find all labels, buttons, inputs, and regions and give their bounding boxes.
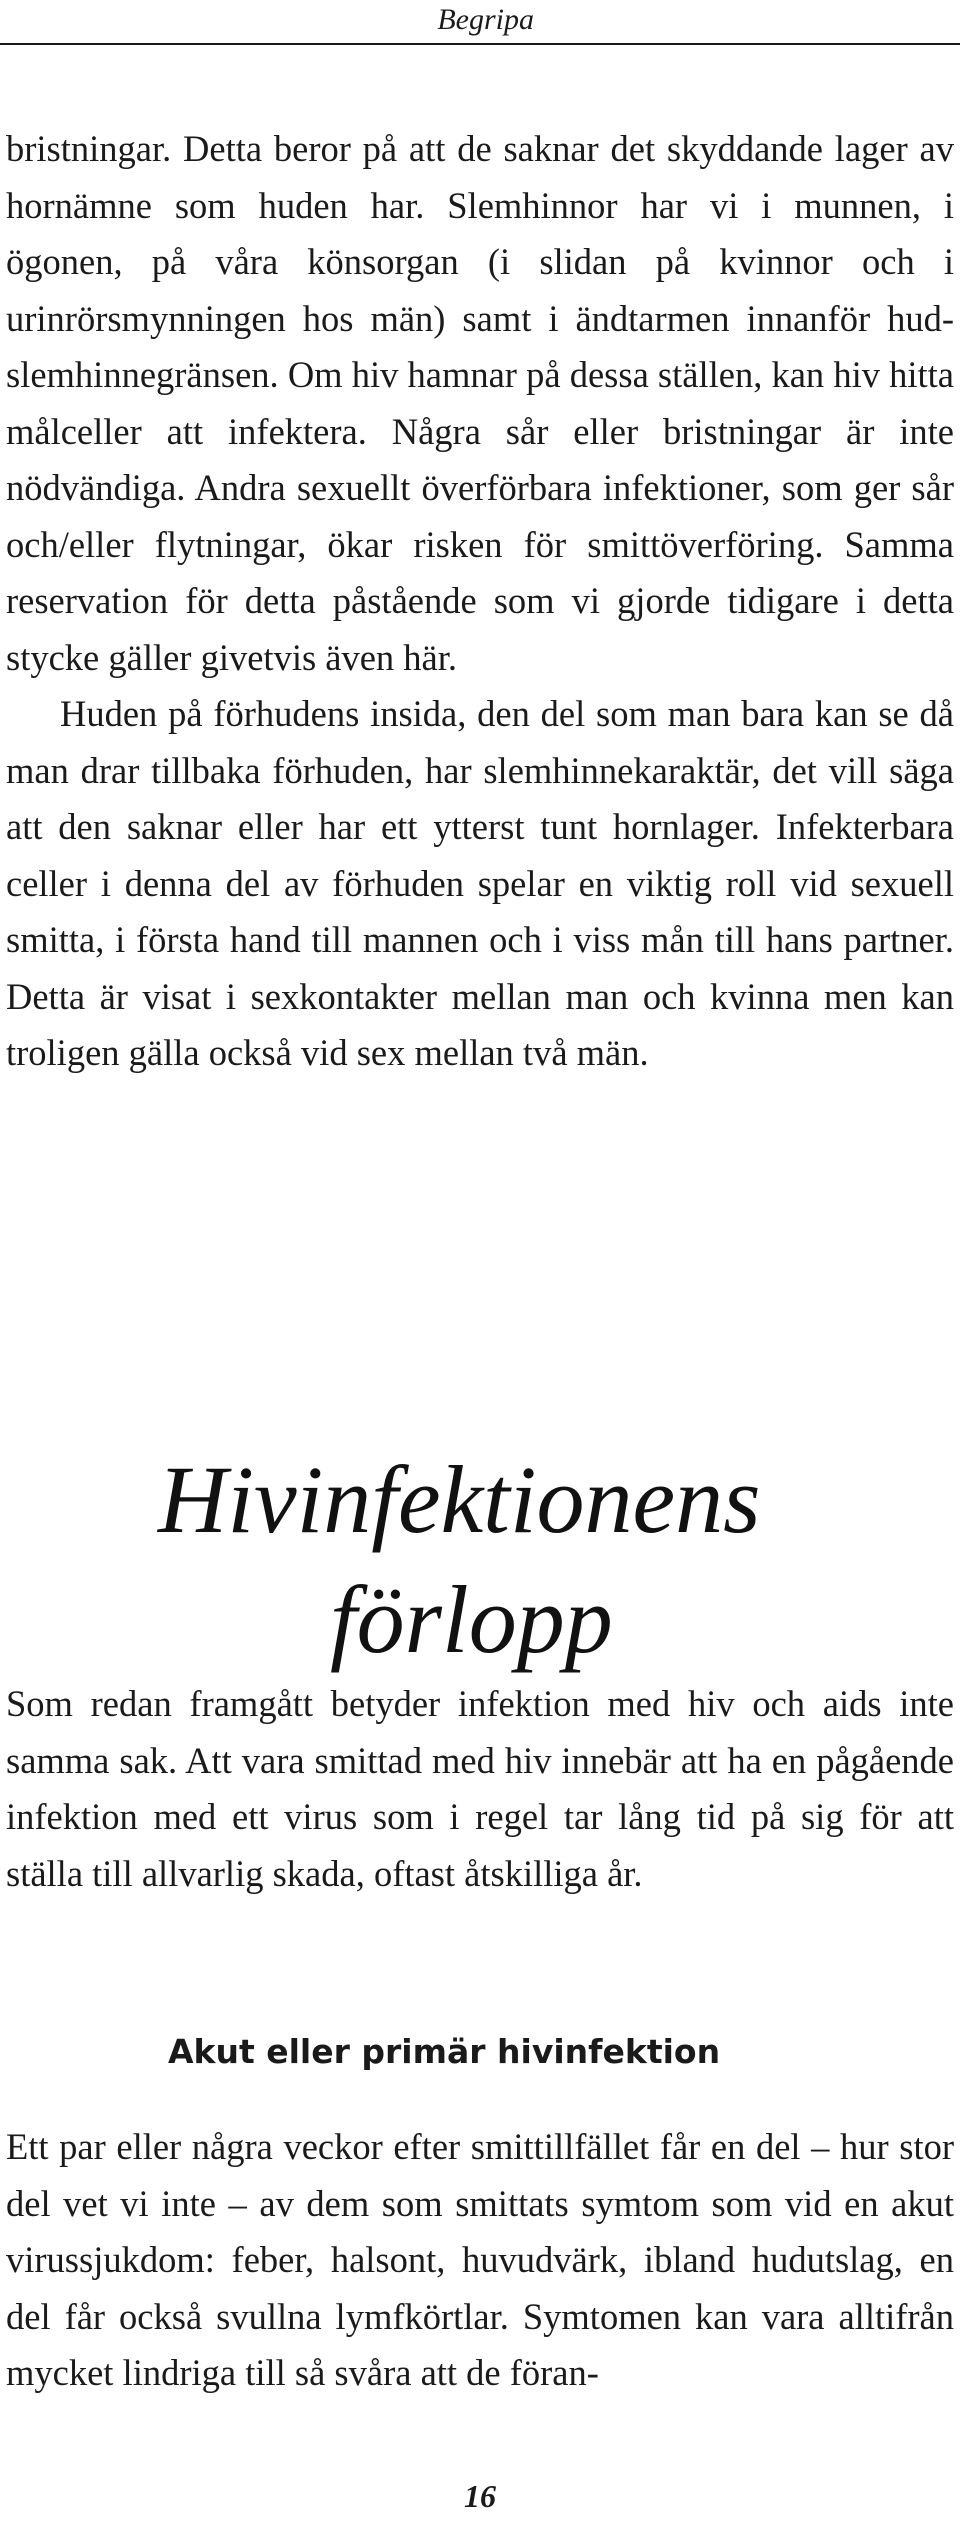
section-body-block xyxy=(6,2119,954,2402)
running-head: Begripa xyxy=(437,3,534,36)
chapter-title-line-2: förlopp xyxy=(330,1566,613,1673)
body-text-top xyxy=(6,121,954,1082)
header-rule xyxy=(0,43,960,45)
chapter-title-line-1: Hivinfektionens xyxy=(158,1446,761,1553)
section-paragraph: Ett par eller några veckor efter smittillfället får en del – hur stor del vet vi inte – av dem som smittats symtom som vid en akut virussjukdom: feber, halsont, huvudvärk, ibland hudutslag, en del får också svullna lymfkörtlar. Symtomen kan vara alltifrån mycket lindriga till så svåra att de föran- xyxy=(6,2126,954,2393)
chapter-intro-paragraph: Som redan framgått betyder infektion med hiv och aids inte samma sak. Att vara smittad med hiv innebär att ha en pågående infektion med ett virus som i regel tar lång tid på sig för att ställa till allvarlig skada, oftast åtskilliga år. xyxy=(6,1683,954,1894)
page-number: 16 xyxy=(464,2478,496,2514)
paragraph-foreskin: Huden på förhudens insida, den del som man bara kan se då man drar tillbaka förhuden, har slemhinnekaraktär, det vill säga att den saknar eller har ett ytterst tunt hornlager. Infekterbara celler i denna del av förhuden spelar en viktig roll vid sexuell smitta, i första hand till mannen och i viss mån till hans partner. Detta är visat i sexkontakter mellan man och kvinna men kan troligen gälla också vid sex mellan två män. xyxy=(6,693,954,1073)
chapter-title xyxy=(158,1440,938,1680)
chapter-intro-block xyxy=(6,1676,954,1902)
section-heading: Akut eller primär hivinfektion xyxy=(168,2032,721,2071)
paragraph-continued: bristningar. Detta beror på att de saknar det skyddande lager av hornämne som huden har. Slemhinnor har vi i munnen, i ögonen, på våra könsorgan (i slidan på kvinnor och i urinrörsmynningen hos män) samt i ändtarmen innanför hud-slemhinnegränsen. Om hiv hamnar på dessa ställen, kan hiv hitta målceller att infektera. Några sår eller bristningar är inte nödvändiga. Andra sexuellt överförbara infektioner, som ger sår och/eller flytningar, ökar risken för smittöverföring. Samma reservation för detta påstående som vi gjorde tidigare i detta stycke gäller givetvis även här. xyxy=(6,128,954,678)
